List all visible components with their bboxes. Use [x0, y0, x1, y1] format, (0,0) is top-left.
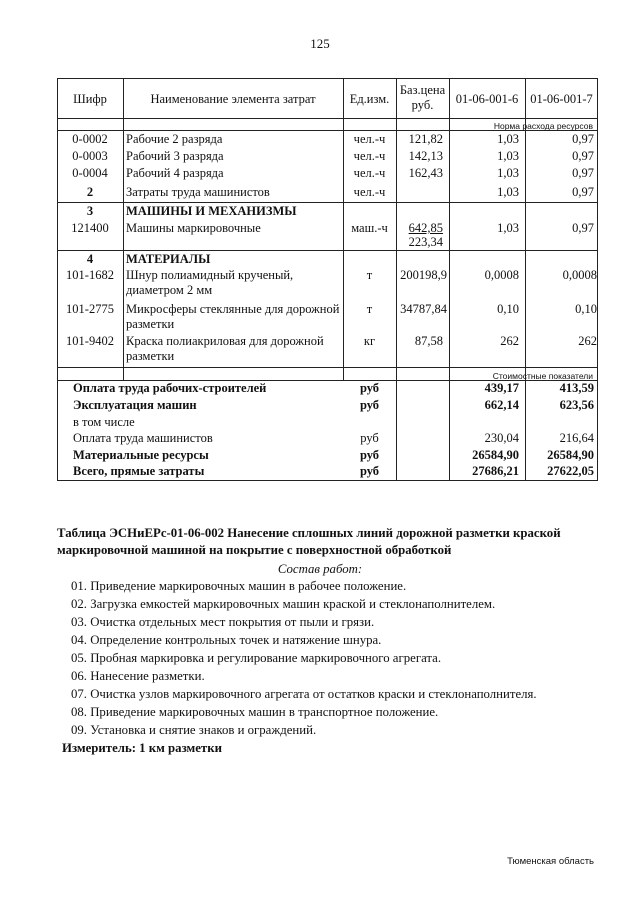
row-name: Рабочие 2 разряда	[126, 132, 223, 146]
row-name: Машины маркировочные	[126, 221, 261, 235]
row-unit: т	[366, 268, 373, 282]
cost-v7: 26584,90	[547, 448, 594, 462]
list-item: 05. Пробная маркировка и регулирование маркировочного агрегата.	[71, 651, 442, 665]
row-code: 101-2775	[66, 302, 114, 316]
col-divider-code	[123, 78, 124, 380]
cost-unit: руб	[359, 398, 380, 412]
row-v6: 1,03	[497, 166, 519, 180]
row-v6: 262	[500, 334, 519, 348]
list-item: 01. Приведение маркировочных машин в рабочее положение.	[71, 579, 407, 593]
list-item: 06. Нанесение разметки.	[71, 669, 205, 683]
list-item: 07. Очистка узлов маркировочного агрегата от остатков краски и стеклонаполнителя.	[71, 687, 537, 701]
row-v7: 0,97	[572, 132, 594, 146]
row-v7: 0,0008	[562, 268, 597, 282]
header-name: Наименование элемента затрат	[150, 92, 316, 106]
row-v7: 0,10	[575, 302, 597, 316]
row-line	[57, 250, 598, 251]
works-title: Состав работ:	[277, 562, 363, 576]
row-code: 101-1682	[66, 268, 114, 282]
cost-unit: руб	[359, 448, 380, 462]
row-code: 121400	[71, 221, 109, 235]
header-price-line1: Баз.цена	[399, 83, 446, 97]
row-v7: 262	[578, 334, 597, 348]
cost-caption: Стоимостные показатели	[492, 371, 593, 381]
section-title-line1: Таблица ЭСНиЕРс-01-06-002 Нанесение сплошных линий дорожной разметки краской	[57, 526, 561, 540]
list-item: 02. Загрузка емкостей маркировочных машин краской и стеклонаполнителем.	[71, 597, 496, 611]
cost-label: Материальные ресурсы	[73, 448, 209, 462]
row-v7: 0,97	[572, 166, 594, 180]
cost-label: Всего, прямые затраты	[73, 464, 205, 478]
row-price-2: 223,34	[408, 235, 443, 249]
cost-v6: 26584,90	[472, 448, 519, 462]
header-price-line2: руб.	[411, 98, 434, 112]
row-v6: 1,03	[497, 132, 519, 146]
header-unit: Ед.изм.	[349, 92, 390, 106]
list-item: 04. Определение контрольных точек и натяжение шнура.	[71, 633, 382, 647]
header-code: Шифр	[73, 92, 107, 106]
cost-label: Оплата труда машинистов	[73, 431, 213, 445]
resource-table	[57, 78, 598, 481]
row-code: 0-0002	[72, 132, 108, 146]
row-v7: 0,97	[572, 185, 594, 199]
cost-v6: 230,04	[484, 431, 519, 445]
row-name: Шнур полиамидный крученый,	[126, 268, 294, 282]
row-name: Краска полиакриловая для дорожной	[126, 334, 324, 348]
row-code: 4	[86, 252, 94, 266]
row-price: 121,82	[408, 132, 443, 146]
row-name: Рабочий 4 разряда	[126, 166, 224, 180]
row-v6: 1,03	[497, 149, 519, 163]
row-v6: 0,10	[497, 302, 519, 316]
cost-v7: 27622,05	[547, 464, 594, 478]
row-v7: 0,97	[572, 149, 594, 163]
header-col6: 01-06-001-6	[455, 92, 519, 106]
row-code: 101-9402	[66, 334, 114, 348]
header-col7: 01-06-001-7	[530, 92, 593, 106]
section-heading-materials: МАТЕРИАЛЫ	[126, 252, 211, 266]
row-price: 200198,9	[400, 268, 447, 282]
page-number: 125	[310, 36, 330, 51]
row-line	[57, 202, 598, 203]
cost-v6: 662,14	[484, 398, 519, 412]
cost-v7: 413,59	[559, 381, 594, 395]
row-name: Микросферы стеклянные для дорожной	[126, 302, 340, 316]
cost-unit: руб	[359, 464, 380, 478]
row-price: 642,85	[408, 221, 443, 235]
row-code: 3	[86, 204, 94, 218]
row-unit: чел.-ч	[353, 149, 386, 163]
cost-v6: 27686,21	[472, 464, 519, 478]
cost-label: Оплата труда рабочих-строителей	[73, 381, 267, 395]
row-v6: 0,0008	[484, 268, 519, 282]
row-price: 87,58	[414, 334, 443, 348]
footer-region: Тюменская область	[507, 856, 594, 867]
cost-label: Эксплуатация машин	[73, 398, 197, 412]
cost-v7: 623,56	[559, 398, 594, 412]
row-name: Затраты труда машинистов	[126, 185, 270, 199]
list-item: 09. Установка и снятие знаков и ограждений.	[71, 723, 317, 737]
row-unit: чел.-ч	[353, 132, 386, 146]
row-code: 0-0004	[72, 166, 108, 180]
cost-v6: 439,17	[484, 381, 519, 395]
row-unit: чел.-ч	[353, 166, 386, 180]
row-v7: 0,97	[572, 221, 594, 235]
row-name-2: разметки	[126, 349, 175, 363]
row-price: 34787,84	[400, 302, 447, 316]
cost-label: в том числе	[73, 415, 135, 429]
list-item: 08. Приведение маркировочных машин в транспортное положение.	[71, 705, 439, 719]
cost-v7: 216,64	[559, 431, 594, 445]
norm-caption: Норма расхода ресурсов	[493, 121, 593, 131]
row-unit: маш.-ч	[351, 221, 388, 235]
row-name-2: разметки	[126, 317, 175, 331]
section-title-line2: маркировочной машиной на покрытие с поверхностной обработкой	[57, 543, 452, 557]
cost-caption-top-line	[57, 367, 598, 368]
cost-unit: руб	[359, 381, 380, 395]
row-price: 142,13	[408, 149, 443, 163]
row-unit: чел.-ч	[353, 185, 386, 199]
measure-unit: Измеритель: 1 км разметки	[62, 741, 222, 755]
cost-unit: руб	[360, 431, 379, 445]
row-code: 0-0003	[72, 149, 108, 163]
row-name-2: диаметром 2 мм	[126, 283, 213, 297]
row-code: 2	[86, 185, 94, 199]
row-unit: кг	[363, 334, 376, 348]
list-item: 03. Очистка отдельных мест покрытия от пыли и грязи.	[71, 615, 375, 629]
row-v6: 1,03	[497, 185, 519, 199]
section-heading-machines: МАШИНЫ И МЕХАНИЗМЫ	[126, 204, 297, 218]
row-name: Рабочий 3 разряда	[126, 149, 224, 163]
row-price: 162,43	[408, 166, 443, 180]
row-unit: т	[366, 302, 373, 316]
row-v6: 1,03	[497, 221, 519, 235]
